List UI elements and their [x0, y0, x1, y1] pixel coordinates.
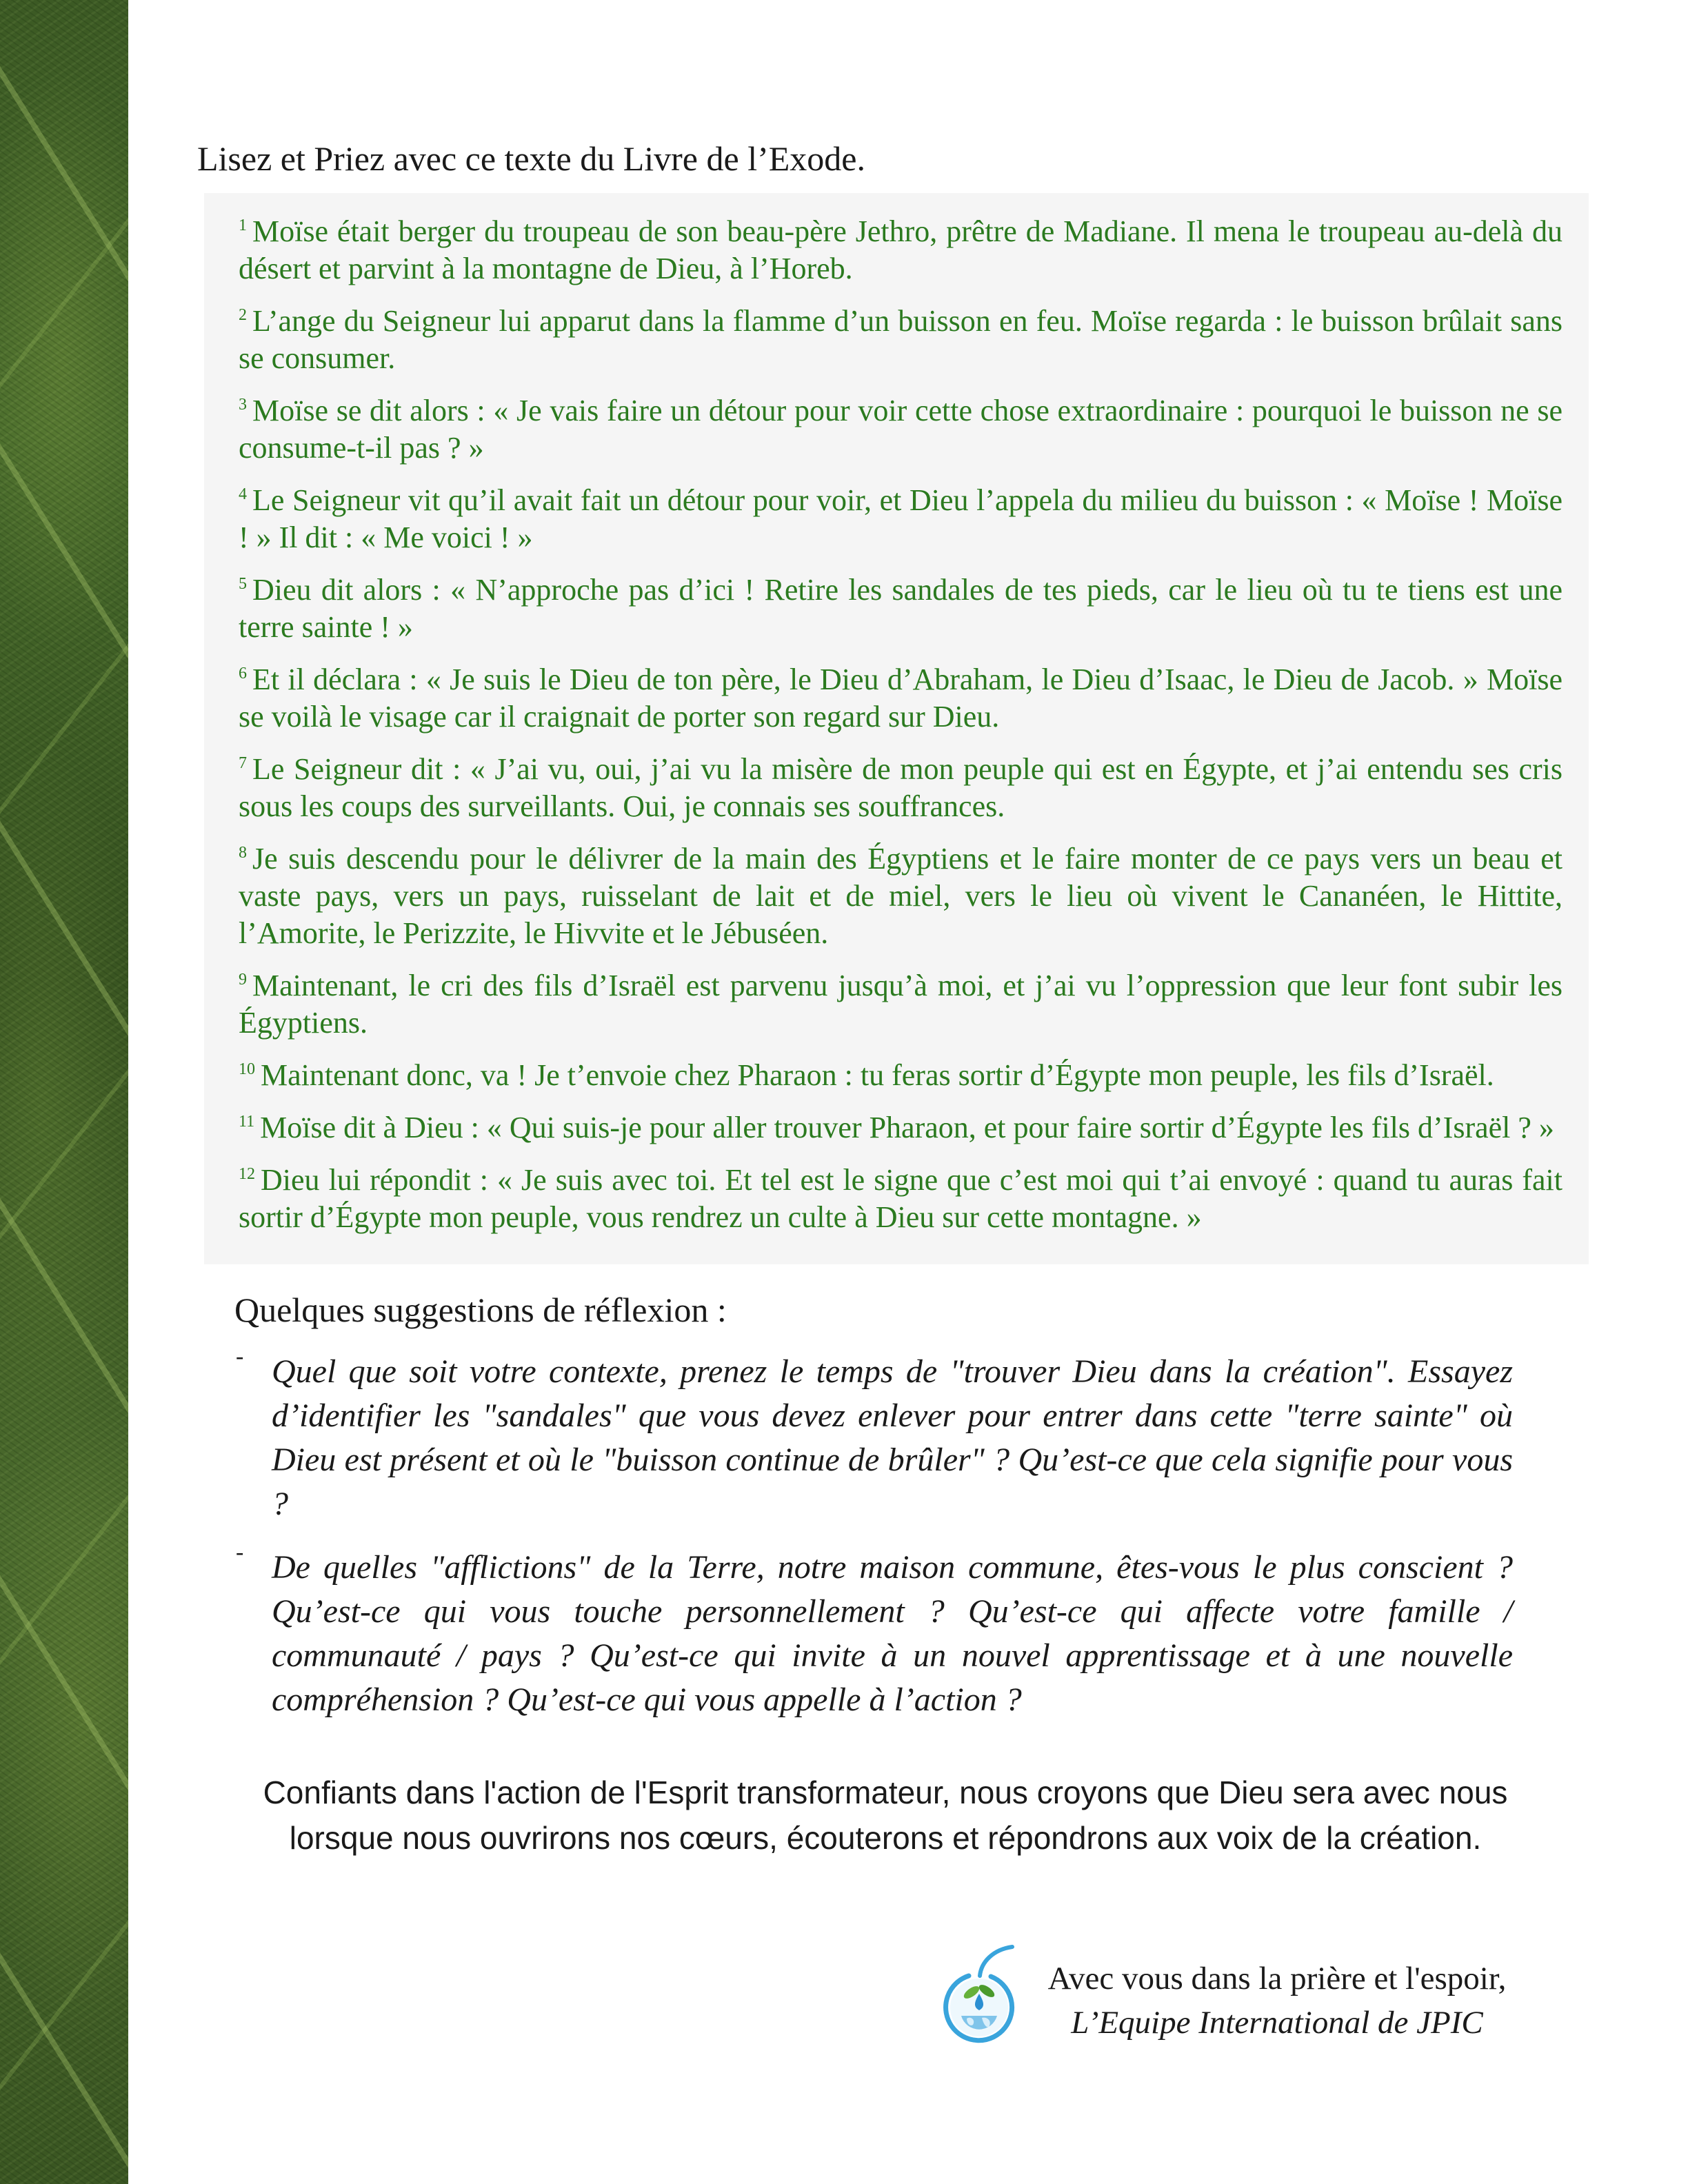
leaf-background [0, 0, 128, 2184]
signature-text [1027, 1957, 1527, 2045]
verse-text: Dieu dit alors : « N’approche pas d’ici ! Retire les sandales de tes pieds, car le lieu où tu te tiens est une terre sainte ! » [239, 573, 1563, 644]
closing-line: Confiants dans l'action de l'Esprit transformateur, nous croyons que Dieu sera avec nous [263, 1775, 1508, 1810]
verse-text: Maintenant donc, va ! Je t’envoie chez Pharaon : tu feras sortir d’Égypte mon peuple, les fils d’Israël. [261, 1058, 1494, 1092]
verse [239, 1162, 1563, 1236]
verse-text: Et il déclara : « Je suis le Dieu de ton père, le Dieu d’Abraham, le Dieu d’Isaac, le Dieu de Jacob. » Moïse se voilà le visage car il craignait de porter son regard sur Dieu. [239, 663, 1563, 734]
reflection-text: Quel que soit votre contexte, prenez le temps de "trouver Dieu dans la création". Essayez d’identifier les "sandales" que vous devez enlever pour entrer dans cette "terre sainte" où Dieu est présent et où le "buisson continue de brûler" ? Qu’est-ce que cela signifie pour vous ? [272, 1353, 1513, 1522]
verse-number: 5 [239, 575, 247, 593]
verse-number: 2 [239, 306, 247, 324]
verse [239, 303, 1563, 377]
verse [239, 661, 1563, 736]
verse [239, 213, 1563, 287]
verse-number: 12 [239, 1165, 255, 1183]
verse [239, 1109, 1563, 1146]
reflection-item [236, 1344, 1513, 1526]
verse-text: L’ange du Seigneur lui apparut dans la flamme d’un buisson en feu. Moïse regarda : le buisson brûlait sans se consumer. [239, 304, 1563, 375]
signature-greeting: Avec vous dans la prière et l'espoir, [1047, 1961, 1507, 1996]
bullet-marker: - [236, 1344, 244, 1369]
reflection-text: De quelles "afflictions" de la Terre, notre maison commune, êtes-vous le plus conscient ? Qu’est-ce qui vous touche personnellement ? Qu’est-ce qui affecte votre famille / communauté / pays ? Qu’est-ce qui invite à un nouvel apprentissage et à une nouvelle compréhension ? Qu’est-ce qui vous appelle à l’action ? [272, 1549, 1513, 1718]
reading-intro: Lisez et Priez avec ce texte du Livre de l’Exode. [197, 139, 865, 178]
verse [239, 967, 1563, 1042]
jpic-logo-graphic [938, 1940, 1021, 2046]
verse [239, 392, 1563, 467]
verse-text: Je suis descendu pour le délivrer de la main des Égyptiens et le faire monter de ce pays vers un beau et vaste pays, vers un pays, ruisselant de lait et de miel, vers le lieu où vivent le Cananéen, le Hittite, l’Amorite, le Perizzite, le Hivvite et le Jébuséen. [239, 842, 1563, 950]
verse-number: 6 [239, 665, 247, 682]
verse-number: 1 [239, 216, 247, 234]
verse-number: 11 [239, 1113, 255, 1131]
verse-text: Moïse était berger du troupeau de son beau-père Jethro, prêtre de Madiane. Il mena le troupeau au-delà du désert et parvint à la montagne de Dieu, à l’Horeb. [239, 214, 1563, 285]
verse [239, 840, 1563, 952]
verse-number: 4 [239, 485, 247, 503]
verse-text: Maintenant, le cri des fils d’Israël est parvenu jusqu’à moi, et j’ai vu l’oppression que leur font subir les Égyptiens. [239, 969, 1563, 1040]
reflection-item [236, 1539, 1513, 1722]
verse [239, 572, 1563, 646]
verse-text: Moïse dit à Dieu : « Qui suis-je pour aller trouver Pharaon, et pour faire sortir d’Égypte les fils d’Israël ? » [260, 1111, 1554, 1144]
closing-statement [197, 1770, 1574, 1861]
verse [239, 1057, 1563, 1094]
verse-text: Le Seigneur vit qu’il avait fait un détour pour voir, et Dieu l’appela du milieu du buisson : « Moïse ! Moïse ! » Il dit : « Me voici ! » [239, 483, 1563, 554]
bullet-marker: - [236, 1539, 244, 1565]
jpic-logo [938, 1940, 1021, 2046]
scripture-box [204, 193, 1589, 1264]
reflection-list [197, 1344, 1597, 1722]
signature-block [938, 1937, 1597, 2046]
verse-number: 7 [239, 754, 247, 772]
verse-number: 10 [239, 1060, 255, 1078]
verse [239, 482, 1563, 556]
verse [239, 751, 1563, 825]
verse-text: Moïse se dit alors : « Je vais faire un détour pour voir cette chose extraordinaire : pourquoi le buisson ne se consume-t-il pas ? » [239, 394, 1563, 465]
signature-team: L’Equipe International de JPIC [1071, 2005, 1483, 2041]
page-content [197, 0, 1597, 2046]
verse-text: Dieu lui répondit : « Je suis avec toi. Et tel est le signe que c’est moi qui t’ai envoyé : quand tu auras fait sortir d’Égypte mon peuple, vous rendrez un culte à Dieu sur cette montagne. » [239, 1163, 1563, 1234]
closing-line: lorsque nous ouvrirons nos cœurs, écouterons et répondrons aux voix de la création. [289, 1820, 1482, 1856]
reflection-heading: Quelques suggestions de réflexion : [234, 1291, 727, 1329]
verse-text: Le Seigneur dit : « J’ai vu, oui, j’ai vu la misère de mon peuple qui est en Égypte, et j’ai entendu ses cris sous les coups des surveillants. Oui, je connais ses souffrances. [239, 752, 1563, 823]
verse-number: 8 [239, 844, 247, 862]
verse-number: 3 [239, 396, 247, 414]
verse-number: 9 [239, 971, 247, 989]
